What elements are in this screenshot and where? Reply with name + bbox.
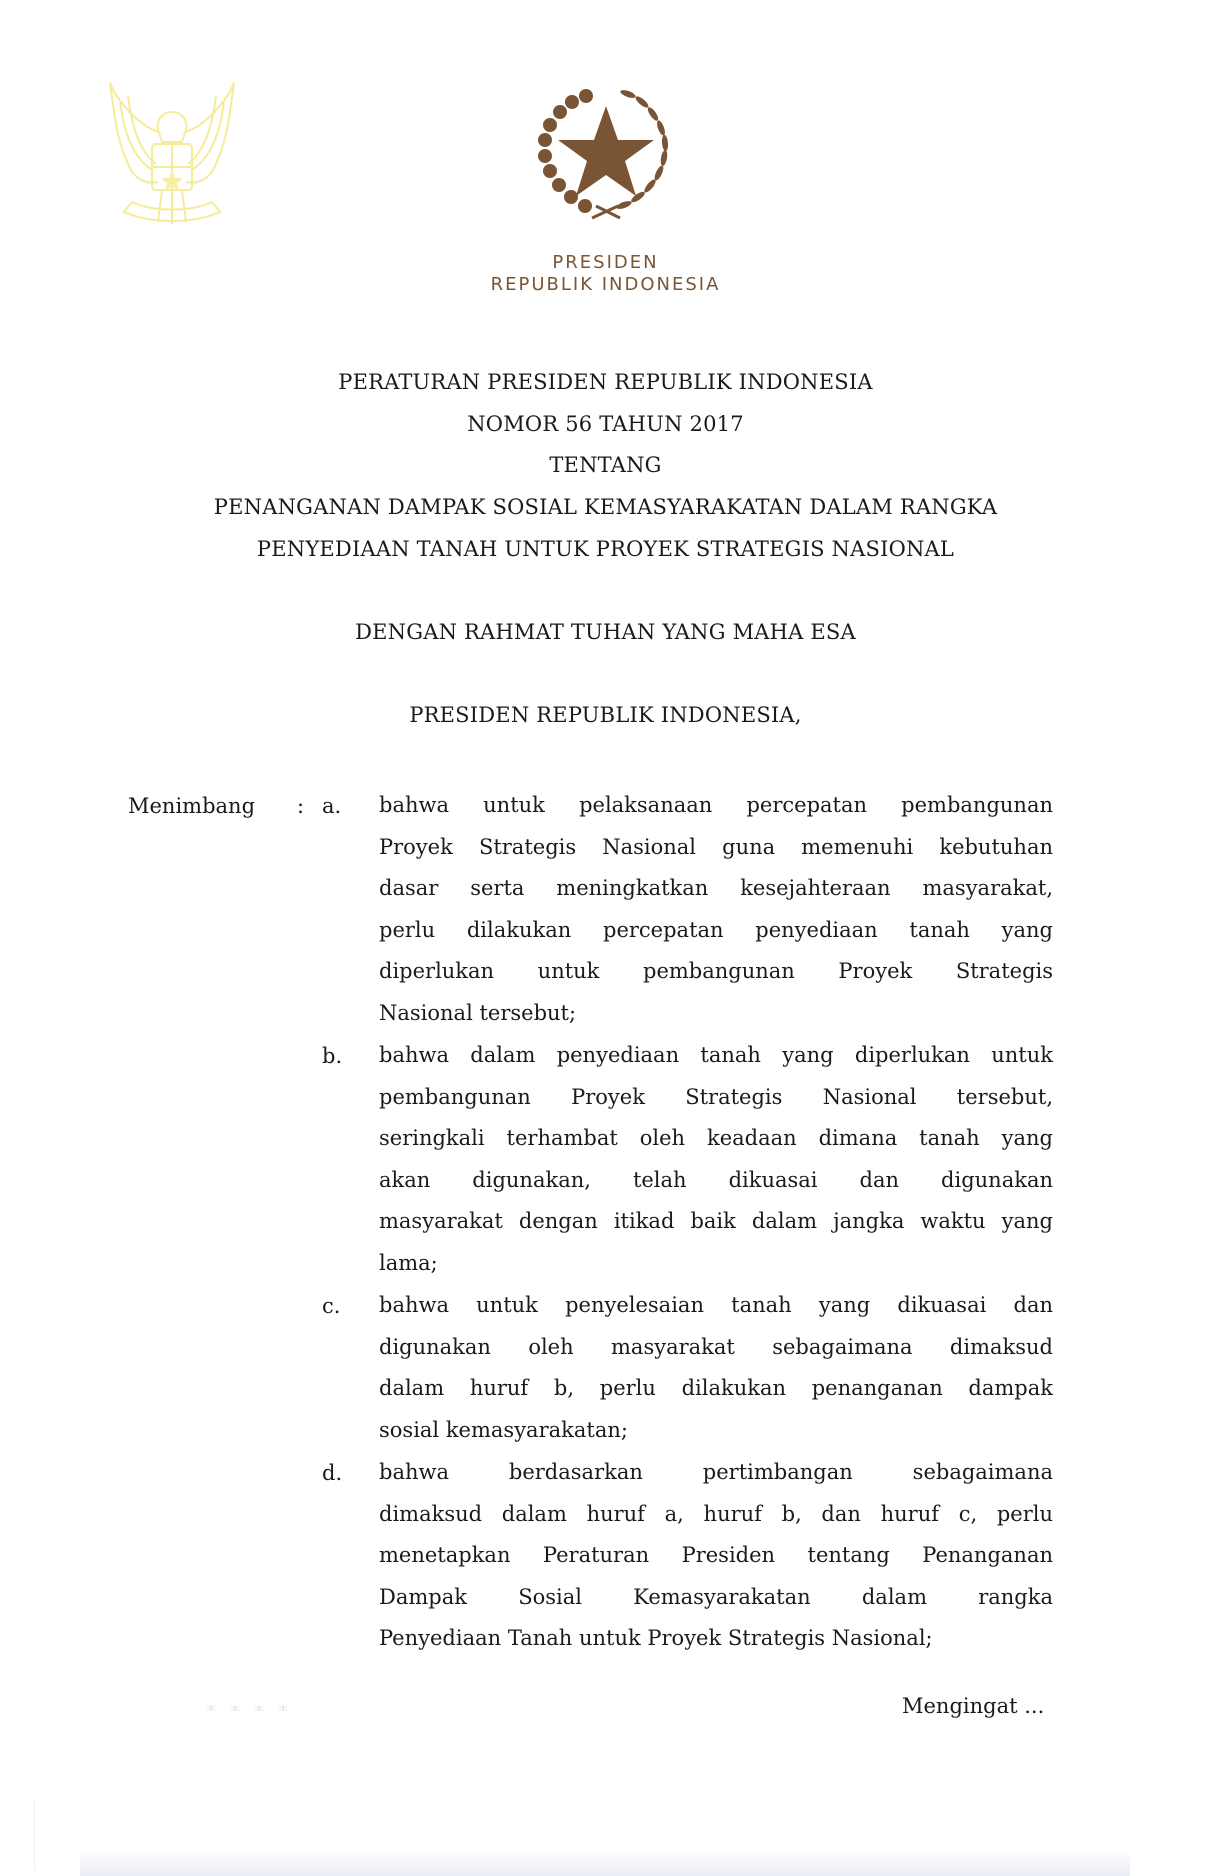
text-line: dimaksud dalam huruf a, huruf b, dan huruf c, perlu <box>379 1501 1053 1526</box>
text-line: masyarakat dengan itikad baik dalam jangka waktu yang <box>379 1209 1053 1234</box>
item-text <box>379 1035 1053 1285</box>
regulation-title: PERATURAN PRESIDEN REPUBLIK INDONESIA <box>338 370 873 394</box>
issuer: PRESIDEN REPUBLIK INDONESIA, <box>409 703 802 727</box>
item-text <box>379 1285 1053 1451</box>
text-line: Dampak Sosial Kemasyarakatan dalam rangka <box>379 1584 1053 1609</box>
text-line: pembangunan Proyek Strategis Nasional tersebut, <box>379 1084 1053 1109</box>
scan-bottom-shadow <box>80 1850 1130 1876</box>
invocation: DENGAN RAHMAT TUHAN YANG MAHA ESA <box>355 620 856 644</box>
text-line: sosial kemasyarakatan; <box>379 1417 628 1442</box>
text-line: Nasional tersebut; <box>379 1000 577 1025</box>
regulation-number: NOMOR 56 TAHUN 2017 <box>467 412 744 436</box>
text-line: menetapkan Peraturan Presiden tentang Penanganan <box>379 1543 1053 1568</box>
item-letter: c. <box>322 1294 341 1318</box>
text-line: seringkali terhambat oleh keadaan dimana tanah yang <box>379 1126 1053 1151</box>
letterhead-line-2: REPUBLIK INDONESIA <box>490 274 721 295</box>
item-text <box>379 1452 1053 1660</box>
item-letter: a. <box>322 794 342 818</box>
text-line: bahwa untuk pelaksanaan percepatan pembangunan <box>379 793 1053 817</box>
item-text <box>379 785 1053 1035</box>
regulation-subject-line-1: PENANGANAN DAMPAK SOSIAL KEMASYARAKATAN DALAM RANGKA <box>213 495 998 519</box>
regulation-subject-line-2: PENYEDIAAN TANAH UNTUK PROYEK STRATEGIS NASIONAL <box>256 537 955 561</box>
letterhead-line-1: PRESIDEN <box>552 252 659 273</box>
text-line: lama; <box>379 1250 438 1275</box>
text-line: bahwa dalam penyediaan tanah yang diperlukan untuk <box>379 1043 1053 1067</box>
item-letter: d. <box>322 1461 343 1485</box>
faint-stamp: * * * * <box>205 1700 290 1724</box>
regulation-about: TENTANG <box>549 453 662 477</box>
text-line: Proyek Strategis Nasional guna memenuhi kebutuhan <box>379 834 1053 859</box>
considering-colon: : <box>297 794 305 818</box>
presidential-seal-icon <box>526 78 686 228</box>
item-letter: b. <box>322 1044 343 1068</box>
text-line: digunakan oleh masyarakat sebagaimana dimaksud <box>379 1334 1053 1359</box>
text-line: akan digunakan, telah dikuasai dan digunakan <box>379 1167 1053 1192</box>
scan-edge-line <box>34 1800 35 1870</box>
text-line: bahwa untuk penyelesaian tanah yang dikuasai dan <box>379 1293 1053 1317</box>
text-line: Penyediaan Tanah untuk Proyek Strategis Nasional; <box>379 1626 933 1651</box>
text-line: dasar serta meningkatkan kesejahteraan masyarakat, <box>379 876 1053 901</box>
continuation-catchword: Mengingat ... <box>902 1694 1045 1718</box>
considering-label: Menimbang <box>128 794 256 818</box>
text-line: dalam huruf b, perlu dilakukan penanganan dampak <box>379 1376 1053 1401</box>
text-line: perlu dilakukan percepatan penyediaan tanah yang <box>379 917 1053 942</box>
text-line: bahwa berdasarkan pertimbangan sebagaimana <box>379 1460 1053 1484</box>
text-line: diperlukan untuk pembangunan Proyek Strategis <box>379 959 1053 984</box>
garuda-emblem-icon <box>92 72 252 242</box>
